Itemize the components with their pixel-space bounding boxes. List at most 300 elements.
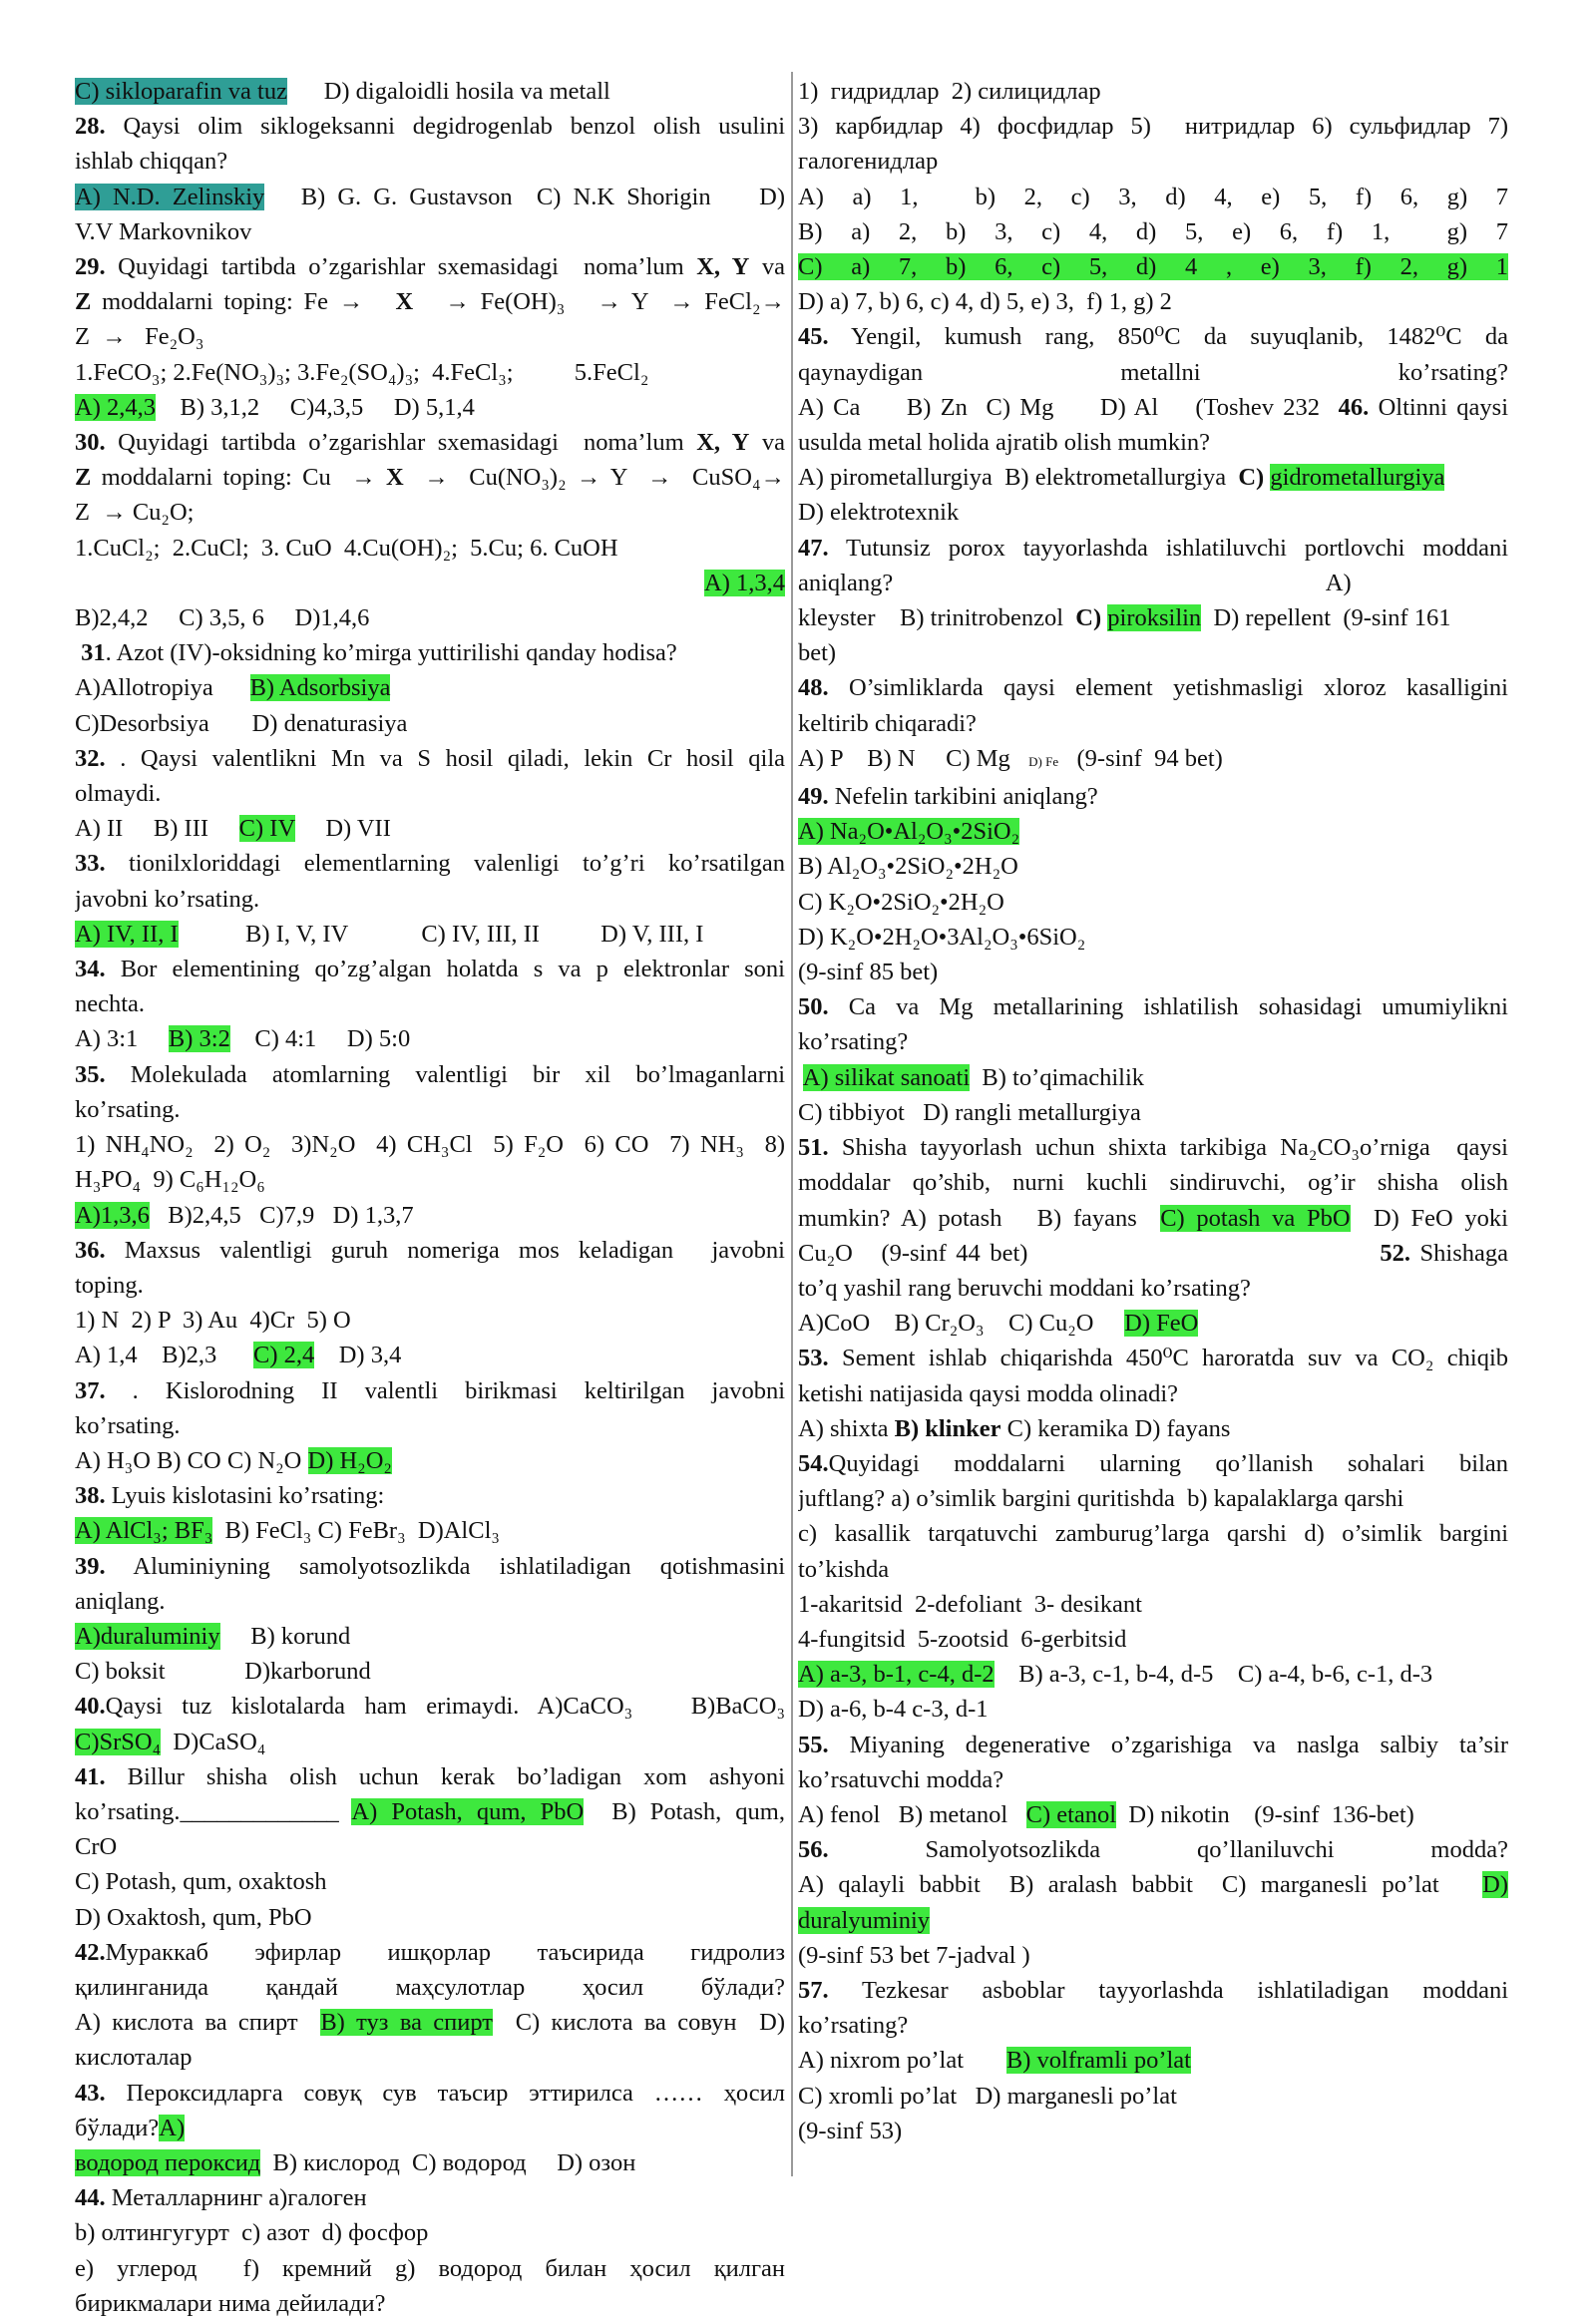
text-line bbox=[75, 74, 785, 109]
text-line bbox=[75, 2180, 785, 2215]
text-segment: 52. bbox=[1380, 1239, 1410, 1267]
text-segment: to’q yashil rang beruvchi moddani ko’rsating? bbox=[798, 1274, 1251, 1302]
text-segment: A) кислота ва спирт bbox=[75, 2009, 321, 2037]
text-segment: D) a) 7, b) 6, c) 4, d) 5, e) 3, f) 1, g) 2 bbox=[798, 288, 1172, 316]
text-line bbox=[75, 670, 785, 705]
text-segment: Quyidagi tartibda o’zgarishlar sxemasidagi noma’lum bbox=[105, 429, 697, 457]
text-line bbox=[798, 1411, 1508, 1446]
text-segment: va bbox=[749, 429, 785, 457]
text-segment: Tezkesar asboblar tayyorlashda ishlatiladigan moddani bbox=[828, 1976, 1508, 2004]
text-line bbox=[75, 1057, 785, 1092]
text-segment: Molekulada atomlarning valentligi bir xil bo’lmaganlarni bbox=[105, 1060, 785, 1088]
text-segment: 1) гидридлар 2) силицидлар bbox=[798, 78, 1101, 105]
text-line bbox=[798, 600, 1508, 635]
text-line bbox=[75, 1127, 785, 1162]
text-line bbox=[75, 1198, 785, 1233]
text-segment: A) fenol B) metanol bbox=[798, 1800, 1026, 1828]
text-segment: A) 3:1 bbox=[75, 1025, 169, 1053]
text-line bbox=[75, 952, 785, 986]
text-line bbox=[798, 1341, 1508, 1375]
answer-highlight: A) IV, II, I bbox=[75, 920, 179, 948]
text-segment: C) Potash, qum, oxaktosh bbox=[75, 1868, 327, 1896]
text-segment: 1) N 2) P 3) Au 4)Cr 5) O bbox=[75, 1307, 351, 1335]
text-line bbox=[798, 849, 1508, 884]
text-line bbox=[798, 2079, 1508, 2114]
text-line bbox=[798, 955, 1508, 989]
text-line bbox=[75, 741, 785, 776]
text-line bbox=[75, 917, 785, 952]
text-line bbox=[75, 531, 785, 566]
text-segment: ko’rsating._____________ bbox=[75, 1797, 352, 1825]
text-segment: 34. bbox=[75, 956, 106, 983]
text-segment: D) 3,4 bbox=[314, 1342, 402, 1369]
text-segment: Aluminiyning samolyotsozlikda ishlatiladigan qotishmasini bbox=[105, 1552, 785, 1580]
text-segment: → Cu(NO₃)₂ → Y → CuSO₄→ bbox=[403, 464, 785, 492]
text-line bbox=[798, 670, 1508, 705]
text-segment: bet) bbox=[798, 639, 837, 667]
text-segment: Ca va Mg metallarining ishlatilish sohasidagi umumiylikni bbox=[828, 993, 1508, 1021]
text-line bbox=[798, 920, 1508, 955]
text-segment: B) klinker bbox=[894, 1414, 1001, 1442]
text-segment: . Qaysi valentlikni Mn va S hosil qiladi, lekin Cr hosil qila bbox=[105, 744, 785, 772]
text-line bbox=[798, 2043, 1508, 2078]
text-line bbox=[798, 1657, 1508, 1692]
text-segment: D) nikotin (9-sinf 136-bet) bbox=[1116, 1800, 1414, 1828]
text-segment: 3) карбидлар 4) фосфидлар 5) нитридлар 6) сульфидлар 7) bbox=[798, 113, 1508, 141]
text-line bbox=[798, 1552, 1508, 1587]
text-segment: ko’rsatuvchi modda? bbox=[798, 1765, 1004, 1793]
text-segment: moddalar qo’shib, nurni kuchli sindiruvchi, og’ir shisha olish bbox=[798, 1169, 1508, 1197]
text-segment: D) VII bbox=[294, 815, 391, 843]
text-segment: qaynaydigan metallni ko’rsating? bbox=[798, 358, 1508, 386]
answer-highlight: B) Adsorbsiya bbox=[249, 674, 391, 702]
text-segment: 54. bbox=[798, 1449, 829, 1477]
answer-highlight: B) 3:2 bbox=[168, 1025, 230, 1053]
text-segment: va bbox=[749, 253, 785, 281]
text-line bbox=[75, 2076, 785, 2111]
text-segment: kleyster B) trinitrobenzol bbox=[798, 604, 1076, 632]
text-segment: c) kasallik tarqatuvchi zamburug’larga qarshi d) o’simlik bargini bbox=[798, 1520, 1508, 1548]
text-segment: 1) NH₄NO₂ 2) O₂ 3)N₂O 4) CH₃Cl 5) F₂O 6) CO 7) NH₃ 8) bbox=[75, 1131, 785, 1159]
text-segment: (9-sinf 85 bet) bbox=[798, 959, 939, 986]
text-line bbox=[75, 846, 785, 881]
text-segment: 37. bbox=[75, 1376, 106, 1404]
text-line bbox=[798, 989, 1508, 1024]
text-segment: 38. bbox=[75, 1482, 106, 1510]
answer-highlight: C) potash va PbO bbox=[1160, 1204, 1351, 1232]
text-line bbox=[798, 566, 1508, 600]
text-segment: A) qalayli babbit B) aralash babbit C) marganesli po’lat bbox=[798, 1871, 1483, 1899]
text-line bbox=[75, 1829, 785, 1864]
text-line bbox=[75, 180, 785, 214]
answer-highlight: A) N.D. Zelinskiy bbox=[75, 183, 265, 210]
answer-highlight: C) 2,4 bbox=[252, 1342, 315, 1369]
text-line bbox=[75, 495, 785, 530]
text-segment: Z → Cu₂O; bbox=[75, 499, 195, 527]
text-segment: D)CaSO₄ bbox=[161, 1728, 266, 1755]
text-line bbox=[75, 1900, 785, 1935]
text-segment: moddalarni toping: Cu → bbox=[91, 464, 386, 492]
text-segment: B) to’qimachilik bbox=[970, 1063, 1145, 1091]
text-line bbox=[798, 1762, 1508, 1797]
text-line bbox=[75, 1373, 785, 1408]
text-segment: A)Allotropiya bbox=[75, 674, 250, 702]
text-segment: tionilxloriddagi elementlarning valenligi to’g’ri ko’rsatilgan bbox=[105, 850, 785, 878]
text-segment: ko’rsating. bbox=[75, 1095, 181, 1123]
text-segment: D) Oxaktosh, qum, PbO bbox=[75, 1903, 312, 1931]
text-segment: 53. bbox=[798, 1345, 829, 1372]
text-segment: Oltinni qaysi bbox=[1369, 393, 1508, 421]
text-line bbox=[75, 600, 785, 635]
answer-highlight: A) silikat sanoati bbox=[802, 1063, 971, 1091]
text-segment: 28. bbox=[75, 113, 106, 141]
text-segment: X, Y bbox=[696, 429, 750, 457]
column-divider bbox=[791, 72, 793, 2176]
text-segment: X bbox=[386, 464, 404, 492]
text-line bbox=[798, 1728, 1508, 1762]
answer-highlight: A) 1,3,4 bbox=[704, 569, 785, 596]
left-column bbox=[75, 74, 785, 2321]
text-segment: nechta. bbox=[75, 990, 146, 1018]
text-segment: aniqlang. bbox=[75, 1587, 166, 1615]
text-segment: usulda metal holida ajratib olish mumkin? bbox=[798, 429, 1211, 457]
text-line bbox=[75, 1021, 785, 1056]
text-line bbox=[798, 885, 1508, 920]
text-line bbox=[798, 741, 1508, 779]
text-line bbox=[75, 1584, 785, 1619]
text-segment: ko’rsating? bbox=[798, 2012, 909, 2040]
text-segment: қилинганида қандай маҳсулотлар ҳосил бўлади? bbox=[75, 1973, 785, 2001]
answer-highlight: gidrometallurgiya bbox=[1270, 464, 1445, 492]
text-segment: 40. bbox=[75, 1693, 106, 1721]
text-segment: Maxsus valentligi guruh nomeriga mos keladigan javobni bbox=[105, 1236, 785, 1264]
text-line bbox=[75, 1970, 785, 2005]
answer-highlight: D) bbox=[1482, 1871, 1508, 1899]
text-line bbox=[75, 1092, 785, 1127]
text-segment: Мураккаб эфирлар ишқорлар таъсирида гидролиз bbox=[105, 1938, 785, 1966]
text-segment: C) K₂O•2SiO₂•2H₂O bbox=[798, 888, 1004, 916]
text-segment: 1-akaritsid 2-defoliant 3- desikant bbox=[798, 1590, 1142, 1618]
answer-highlight: C) IV bbox=[238, 815, 295, 843]
text-line bbox=[75, 1162, 785, 1197]
text-segment: A) a) 1, b) 2, c) 3, d) 4, e) 5, f) 6, g) 7 bbox=[798, 183, 1508, 210]
text-segment: Qaysi tuz kislotalarda ham erimaydi. A)CaCO₃ B)BaCO₃ bbox=[105, 1693, 785, 1721]
text-line bbox=[798, 109, 1508, 144]
answer-highlight: C) a) 7, b) 6, c) 5, d) 4 , e) 3, f) 2, g) 1 bbox=[798, 253, 1508, 281]
text-segment: olmaydi. bbox=[75, 780, 162, 808]
text-line bbox=[75, 1233, 785, 1268]
text-segment: Z bbox=[75, 288, 92, 316]
text-segment: (9-sinf 53) bbox=[798, 2117, 903, 2144]
text-line bbox=[75, 1759, 785, 1794]
text-segment: D) Fe bbox=[1028, 753, 1059, 769]
text-line bbox=[798, 1376, 1508, 1411]
text-segment: 33. bbox=[75, 850, 106, 878]
text-segment: C) xromli po’lat D) marganesli po’lat bbox=[798, 2082, 1177, 2110]
text-segment: D) elektrotexnik bbox=[798, 499, 960, 527]
text-segment: 51. bbox=[798, 1134, 829, 1162]
text-line bbox=[75, 1268, 785, 1303]
text-line bbox=[798, 1446, 1508, 1481]
text-line bbox=[75, 1935, 785, 1970]
text-line bbox=[75, 1725, 785, 1759]
text-segment: javobni ko’rsating. bbox=[75, 885, 260, 913]
text-line bbox=[75, 2040, 785, 2075]
text-segment: 32. bbox=[75, 744, 106, 772]
text-line bbox=[798, 180, 1508, 214]
text-segment: C)Desorbsiya D) denaturasiya bbox=[75, 709, 408, 737]
text-segment: C) 4:1 D) 5:0 bbox=[229, 1025, 411, 1053]
text-segment: aniqlang? A) bbox=[798, 569, 1352, 596]
text-segment: 1.FeCO₃; 2.Fe(NO₃)₃; 3.Fe₂(SO₄)₃; 4.FeCl₃; 5.FeCl₂ bbox=[75, 358, 649, 386]
text-segment: бўлади? bbox=[75, 2114, 160, 2141]
text-segment: B) 3,1,2 C)4,3,5 D) 5,1,4 bbox=[155, 393, 475, 421]
text-segment: X, Y bbox=[696, 253, 750, 281]
text-segment: 35. bbox=[75, 1060, 106, 1088]
text-segment: 29. bbox=[75, 253, 106, 281]
answer-highlight: C) etanol bbox=[1025, 1800, 1117, 1828]
text-segment: A) Ca B) Zn C) Mg D) Al (Toshev 232 bbox=[798, 393, 1339, 421]
text-segment: Miyaning degenerative o’zgarishiga va naslga salbiy ta’sir bbox=[828, 1731, 1508, 1758]
text-line bbox=[75, 249, 785, 284]
text-line bbox=[798, 1867, 1508, 1902]
text-line bbox=[798, 1201, 1508, 1236]
text-segment: C) bbox=[1075, 604, 1102, 632]
answer-highlight: A) 2,4,3 bbox=[75, 393, 156, 421]
text-segment: Billur shisha olish uchun kerak bo’ladigan xom ashyoni bbox=[105, 1762, 785, 1790]
text-segment: b) олтингугурт c) азот d) фосфор bbox=[75, 2219, 429, 2247]
text-segment: Cu₂O (9-sinf 44 bet) bbox=[798, 1239, 1381, 1267]
answer-highlight: piroksilin bbox=[1107, 604, 1202, 632]
text-segment: 47. bbox=[798, 534, 829, 562]
text-segment: 39. bbox=[75, 1552, 106, 1580]
text-line bbox=[798, 1797, 1508, 1832]
text-line bbox=[75, 109, 785, 144]
text-segment: keltirib chiqaradi? bbox=[798, 709, 977, 737]
text-line bbox=[75, 2111, 785, 2145]
text-segment: D) a-6, b-4 c-3, d-1 bbox=[798, 1696, 989, 1724]
text-segment: B)2,4,2 C) 3,5, 6 D)1,4,6 bbox=[75, 604, 370, 632]
text-line bbox=[798, 779, 1508, 814]
text-line bbox=[798, 706, 1508, 741]
text-line bbox=[798, 1973, 1508, 2008]
text-line bbox=[75, 144, 785, 179]
text-line bbox=[75, 1689, 785, 1724]
text-line bbox=[75, 1619, 785, 1654]
text-line bbox=[798, 531, 1508, 566]
text-segment: B) G. G. Gustavson C) N.K Shorigin D) bbox=[264, 183, 785, 210]
text-line bbox=[75, 2145, 785, 2180]
text-segment: D) repellent (9-sinf 161 bbox=[1201, 604, 1451, 632]
text-line bbox=[75, 1478, 785, 1513]
answer-highlight: A) AlCl₃; BF₃ bbox=[75, 1517, 213, 1545]
text-segment: (9-sinf 94 bet) bbox=[1058, 744, 1223, 772]
text-segment: C) tibbiyot D) rangli metallurgiya bbox=[798, 1098, 1141, 1126]
text-segment: (9-sinf 53 bet 7-jadval ) bbox=[798, 1941, 1030, 1969]
text-line bbox=[75, 1513, 785, 1548]
text-segment: B) FeCl₃ C) FeBr₃ D)AlCl₃ bbox=[212, 1517, 500, 1545]
text-segment: 49. bbox=[798, 783, 829, 811]
text-segment: Quyidagi moddalarni ularning qo’llanish sohalari bilan bbox=[828, 1449, 1508, 1477]
text-line bbox=[798, 1692, 1508, 1727]
text-line bbox=[798, 1587, 1508, 1622]
answer-highlight: C)SrSO₄ bbox=[75, 1728, 162, 1755]
text-segment: 30. bbox=[75, 429, 106, 457]
text-line bbox=[75, 1864, 785, 1899]
text-line bbox=[798, 1024, 1508, 1059]
text-segment: B) Potash, qum, bbox=[584, 1797, 785, 1825]
text-segment: B) a) 2, b) 3, c) 4, d) 5, e) 6, f) 1, g) 7 bbox=[798, 217, 1508, 245]
text-line bbox=[798, 390, 1508, 425]
text-segment: C) кислота ва совун D) bbox=[493, 2009, 785, 2037]
text-segment: Металларнинг а)галоген bbox=[105, 2184, 367, 2212]
answer-highlight: A)duraluminiy bbox=[75, 1622, 220, 1650]
text-segment: галогенидлар bbox=[798, 148, 939, 176]
text-line bbox=[798, 1095, 1508, 1130]
text-segment: toping. bbox=[75, 1271, 144, 1299]
text-segment: Shishaga bbox=[1410, 1239, 1508, 1267]
text-line bbox=[798, 495, 1508, 530]
text-line bbox=[798, 2114, 1508, 2148]
text-segment: V.V Markovnikov bbox=[75, 217, 252, 245]
answer-highlight: A) Na₂O•Al₂O₃•2SiO₂ bbox=[798, 818, 1020, 846]
text-segment: бирикмалари нима дейилади? bbox=[75, 2289, 386, 2317]
text-line bbox=[798, 355, 1508, 390]
text-line bbox=[75, 284, 785, 319]
text-segment: 1.CuCl₂; 2.CuCl; 3. CuO 4.Cu(OH)₂; 5.Cu; 6. CuOH bbox=[75, 534, 618, 562]
text-line bbox=[75, 986, 785, 1021]
text-segment: mumkin? A) potash B) fayans bbox=[798, 1204, 1161, 1232]
text-line bbox=[75, 319, 785, 354]
text-segment: B) кислород C) водород D) озон bbox=[260, 2148, 636, 2176]
text-segment: Nefelin tarkibini aniqlang? bbox=[828, 783, 1098, 811]
text-segment: 43. bbox=[75, 2079, 106, 2107]
text-segment: 55. bbox=[798, 1731, 829, 1758]
text-line bbox=[75, 1654, 785, 1689]
text-segment: ko’rsating? bbox=[798, 1028, 909, 1056]
answer-highlight: водород пероксид bbox=[75, 2148, 261, 2176]
text-segment: B) I, V, IV C) IV, III, II D) V, III, I bbox=[178, 920, 704, 948]
text-segment: A) pirometallurgiya B) elektrometallurgiya bbox=[798, 464, 1239, 492]
text-segment: . Azot (IV)-oksidning ko’mirga yuttirilishi qanday hodisa? bbox=[105, 639, 677, 667]
text-line bbox=[798, 74, 1508, 109]
text-segment: Bor elementining qo’zg’algan holatda s va p elektronlar soni bbox=[105, 956, 785, 983]
text-segment: 46. bbox=[1338, 393, 1370, 421]
answer-highlight: A) Potash, qum, PbO bbox=[351, 1797, 585, 1825]
right-column bbox=[798, 74, 1508, 2148]
text-line bbox=[798, 1236, 1508, 1271]
answer-highlight: B) туз ва спирт bbox=[320, 2009, 494, 2037]
text-line bbox=[798, 635, 1508, 670]
text-segment: A) shixta bbox=[798, 1414, 895, 1442]
text-line bbox=[798, 249, 1508, 284]
text-segment: B) a-3, c-1, b-4, d-5 C) a-4, b-6, c-1, d-3 bbox=[994, 1661, 1433, 1689]
text-segment: 4-fungitsid 5-zootsid 6-gerbitsid bbox=[798, 1625, 1127, 1653]
text-line bbox=[75, 390, 785, 425]
text-segment: кислоталар bbox=[75, 2044, 193, 2072]
text-line bbox=[75, 2286, 785, 2321]
text-line bbox=[798, 1130, 1508, 1165]
text-line bbox=[798, 1622, 1508, 1657]
text-segment: X bbox=[395, 288, 414, 316]
text-segment: B) korund bbox=[219, 1622, 351, 1650]
answer-highlight: C) sikloparafin va tuz bbox=[75, 78, 287, 105]
text-segment: Tutunsiz porox tayyorlashda ishlatiluvchi portlovchi moddani bbox=[828, 534, 1508, 562]
text-line bbox=[75, 1408, 785, 1443]
text-segment: C) keramika D) fayans bbox=[1000, 1414, 1231, 1442]
text-line bbox=[798, 1938, 1508, 1973]
text-line bbox=[798, 1832, 1508, 1867]
text-line bbox=[75, 566, 785, 600]
text-segment: Yengil, kumush rang, 850⁰C da suyuqlanib, 1482⁰C da bbox=[828, 323, 1508, 351]
text-segment: ketishi natijasida qaysi modda olinadi? bbox=[798, 1379, 1179, 1407]
text-line bbox=[798, 1271, 1508, 1306]
answer-highlight: A)1,3,6 bbox=[75, 1201, 150, 1229]
answer-highlight: D) FeO bbox=[1124, 1310, 1199, 1338]
text-segment: C) bbox=[1238, 464, 1265, 492]
text-segment: C) boksit D)karborund bbox=[75, 1658, 371, 1686]
answer-highlight: A) a-3, b-1, c-4, d-2 bbox=[798, 1661, 995, 1689]
text-line bbox=[75, 214, 785, 249]
text-segment: 42. bbox=[75, 1938, 106, 1966]
text-segment: ishlab chiqqan? bbox=[75, 148, 228, 176]
answer-highlight: A) bbox=[159, 2114, 186, 2141]
text-line bbox=[798, 1165, 1508, 1200]
text-segment: CrO bbox=[75, 1833, 118, 1861]
text-segment: ko’rsating. bbox=[75, 1411, 181, 1439]
answer-highlight: duralyuminiy bbox=[798, 1906, 931, 1934]
text-line bbox=[75, 1443, 785, 1478]
text-segment: 36. bbox=[75, 1236, 106, 1264]
text-segment: Пероксидларга совуқ сув таъсир эттирилса …… ҳосил bbox=[105, 2079, 785, 2107]
text-line bbox=[798, 144, 1508, 179]
text-line bbox=[75, 1303, 785, 1338]
text-segment: A) nixrom po’lat bbox=[798, 2047, 1006, 2075]
text-segment: Z bbox=[75, 464, 92, 492]
text-line bbox=[75, 1549, 785, 1584]
text-line bbox=[75, 635, 785, 670]
text-segment: Shisha tayyorlash uchun shixta tarkibiga Na₂CO₃o’rniga qaysi bbox=[828, 1134, 1508, 1162]
text-segment: Sement ishlab chiqarishda 450⁰C haroratda suv va CO₂ chiqib bbox=[828, 1345, 1508, 1372]
text-segment: D) digaloidli hosila va metall bbox=[286, 78, 610, 105]
text-segment: moddalarni toping: Fe → bbox=[91, 288, 396, 316]
text-segment: A) II B) III bbox=[75, 815, 239, 843]
text-line bbox=[75, 425, 785, 460]
text-segment: 48. bbox=[798, 674, 829, 702]
text-line bbox=[798, 284, 1508, 319]
text-line bbox=[75, 2005, 785, 2040]
text-segment: Lyuis kislotasini ko’rsating: bbox=[105, 1482, 385, 1510]
text-segment: 45. bbox=[798, 323, 829, 351]
text-line bbox=[798, 1306, 1508, 1341]
text-segment: → Fe(OH)₃ → Y → FeCl₂→ bbox=[413, 288, 785, 316]
text-segment: A) H₃O B) CO C) N₂O bbox=[75, 1446, 308, 1474]
text-segment: 41. bbox=[75, 1762, 106, 1790]
text-line bbox=[75, 460, 785, 495]
text-line bbox=[798, 425, 1508, 460]
text-line bbox=[75, 882, 785, 917]
text-segment: Qaysi olim siklogeksanni degidrogenlab benzol olish usulini bbox=[105, 113, 785, 141]
text-segment: O’simliklarda qaysi element yetishmasligi xloroz kasalligini bbox=[828, 674, 1508, 702]
text-segment: Quyidagi tartibda o’zgarishlar sxemasidagi noma’lum bbox=[105, 253, 697, 281]
text-line bbox=[75, 355, 785, 390]
text-line bbox=[75, 776, 785, 811]
text-line bbox=[798, 2008, 1508, 2043]
text-line bbox=[75, 2215, 785, 2250]
text-line bbox=[75, 811, 785, 846]
text-segment: 50. bbox=[798, 993, 829, 1021]
text-segment: to’kishda bbox=[798, 1555, 890, 1583]
